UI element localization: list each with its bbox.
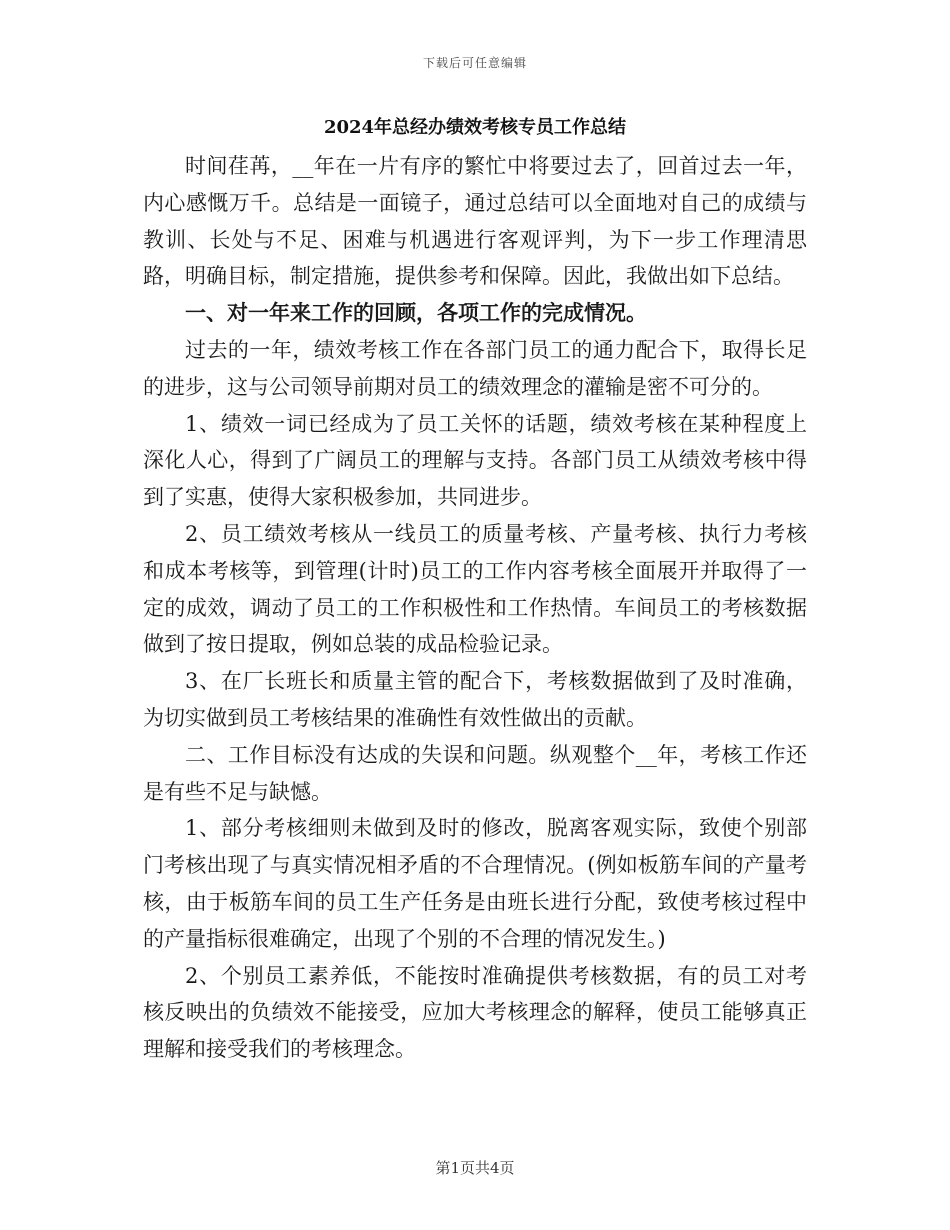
page-indicator: 第1页共4页 [435, 1159, 515, 1177]
paragraph-item-3: 3、在厂长班长和质量主管的配合下，考核数据做到了及时准确，为切实做到员工考核结果的准确性有效性做出的贡献。 [143, 669, 807, 730]
paragraph-review-summary: 过去的一年，绩效考核工作在各部门员工的通力配合下，取得长足的进步，这与公司领导前期对员工的绩效理念的灌输是密不可分的。 [143, 337, 807, 399]
section-heading-review: 一、对一年来工作的回顾，各项工作的完成情况。 [185, 300, 647, 326]
document-title: 2024年总经办绩效考核专员工作总结 [323, 117, 627, 138]
document-body [143, 112, 807, 1068]
paragraph-problem-2: 2、个别员工素养低，不能按时准确提供考核数据，有的员工对考核反映出的负绩效不能接受，应加大考核理念的解释，使员工能够真正理解和接受我们的考核理念。 [143, 963, 807, 1062]
paragraph-item-1: 1、绩效一词已经成为了员工关怀的话题，绩效考核在某种程度上深化人心，得到了广阔员工的理解与支持。各部门员工从绩效考核中得到了实惠，使得大家积极参加，共同进步。 [143, 411, 807, 510]
paragraph-item-2: 2、员工绩效考核从一线员工的质量考核、产量考核、执行力考核和成本考核等，到管理(计时)员工的工作内容考核全面展开并取得了一定的成效，调动了员工的工作积极性和工作热情。车间员工的考核数据做到了按日提取，例如总装的成品检验记录。 [143, 521, 807, 657]
section-heading-problems: 二、工作目标没有达成的失误和问题。纵观整个__年，考核工作还是有些不足与缺憾。 [143, 742, 807, 804]
paragraph-problem-1: 1、部分考核细则未做到及时的修改，脱离客观实际，致使个别部门考核出现了与真实情况相矛盾的不合理情况。(例如板筋车间的产量考核，由于板筋车间的员工生产任务是由班长进行分配，致使考核过程中的产量指标很难确定，出现了个别的不合理的情况发生。) [143, 816, 807, 951]
paragraph-intro: 时间荏苒，__年在一片有序的繁忙中将要过去了，回首过去一年，内心感慨万千。总结是一面镜子，通过总结可以全面地对自己的成绩与教训、长处与不足、困难与机遇进行客观评判，为下一步工作理清思路，明确目标，制定措施，提供参考和保障。因此，我做出如下总结。 [143, 154, 807, 289]
header-note: 下载后可任意编辑 [422, 56, 527, 70]
